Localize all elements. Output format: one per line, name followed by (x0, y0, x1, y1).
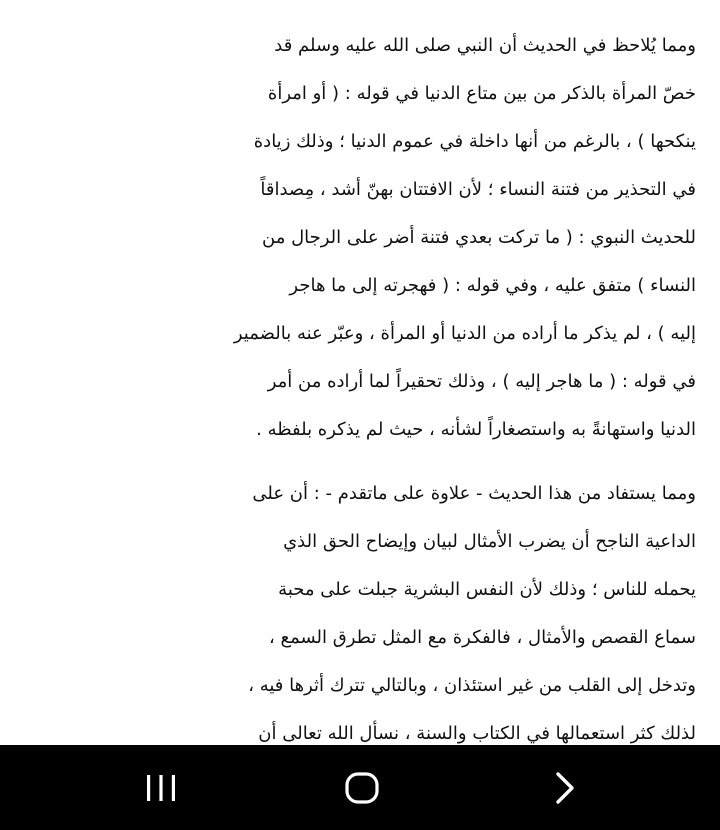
text-line: الداعية الناجح أن يضرب الأمثال لبيان وإيضاح الحق الذي (283, 531, 696, 552)
text-line: إليه ) ، لم يذكر ما أراده من الدنيا أو المرأة ، وعبّر عنه بالضمير (233, 323, 696, 344)
text-line: النساء ) متفق عليه ، وفي قوله : ( فهجرته إلى ما هاجر (289, 275, 696, 296)
back-chevron-icon (553, 771, 577, 805)
home-button[interactable] (322, 763, 402, 813)
text-line: وتدخل إلى القلب من غير استئذان ، وبالتالي تترك أثرها فيه ، (248, 675, 696, 696)
text-line: سماع القصص والأمثال ، فالفكرة مع المثل تطرق السمع ، (268, 627, 696, 648)
text-line: في قوله : ( ما هاجر إليه ) ، وذلك تحقيراً لما أراده من أمر (267, 371, 696, 392)
recents-icon (144, 773, 178, 803)
text-line: في التحذير من فتنة النساء ؛ لأن الافتتان بهنّ أشد ، مِصداقاً (260, 179, 696, 200)
text-line: لذلك كثر استعمالها في الكتاب والسنة ، نسأل الله تعالى أن (258, 723, 696, 744)
text-line: خصّ المرأة بالذكر من بين متاع الدنيا في قوله : ( أو امرأة (267, 83, 696, 104)
text-line: ومما يُلاحظ في الحديث أن النبي صلى الله عليه وسلم قد (274, 35, 696, 56)
text-line: يحمله للناس ؛ وذلك لأن النفس البشرية جبلت على محبة (278, 579, 696, 600)
recents-button[interactable] (121, 763, 201, 813)
paragraph-1 (0, 22, 720, 454)
text-line: للحديث النبوي : ( ما تركت بعدي فتنة أضر على الرجال من (262, 227, 696, 248)
text-line: الدنيا واستهانةً به واستصغاراً لشأنه ، حيث لم يذكره بلفظه . (256, 419, 696, 440)
back-button[interactable] (525, 763, 605, 813)
system-navigation-bar (0, 745, 720, 830)
paragraph-2 (0, 470, 720, 745)
text-line: ومما يستفاد من هذا الحديث - علاوة على ماتقدم - : أن على (252, 483, 696, 504)
text-line: ينكحها ) ، بالرغم من أنها داخلة في عموم الدنيا ؛ وذلك زيادة (253, 131, 696, 152)
home-icon (344, 770, 380, 806)
